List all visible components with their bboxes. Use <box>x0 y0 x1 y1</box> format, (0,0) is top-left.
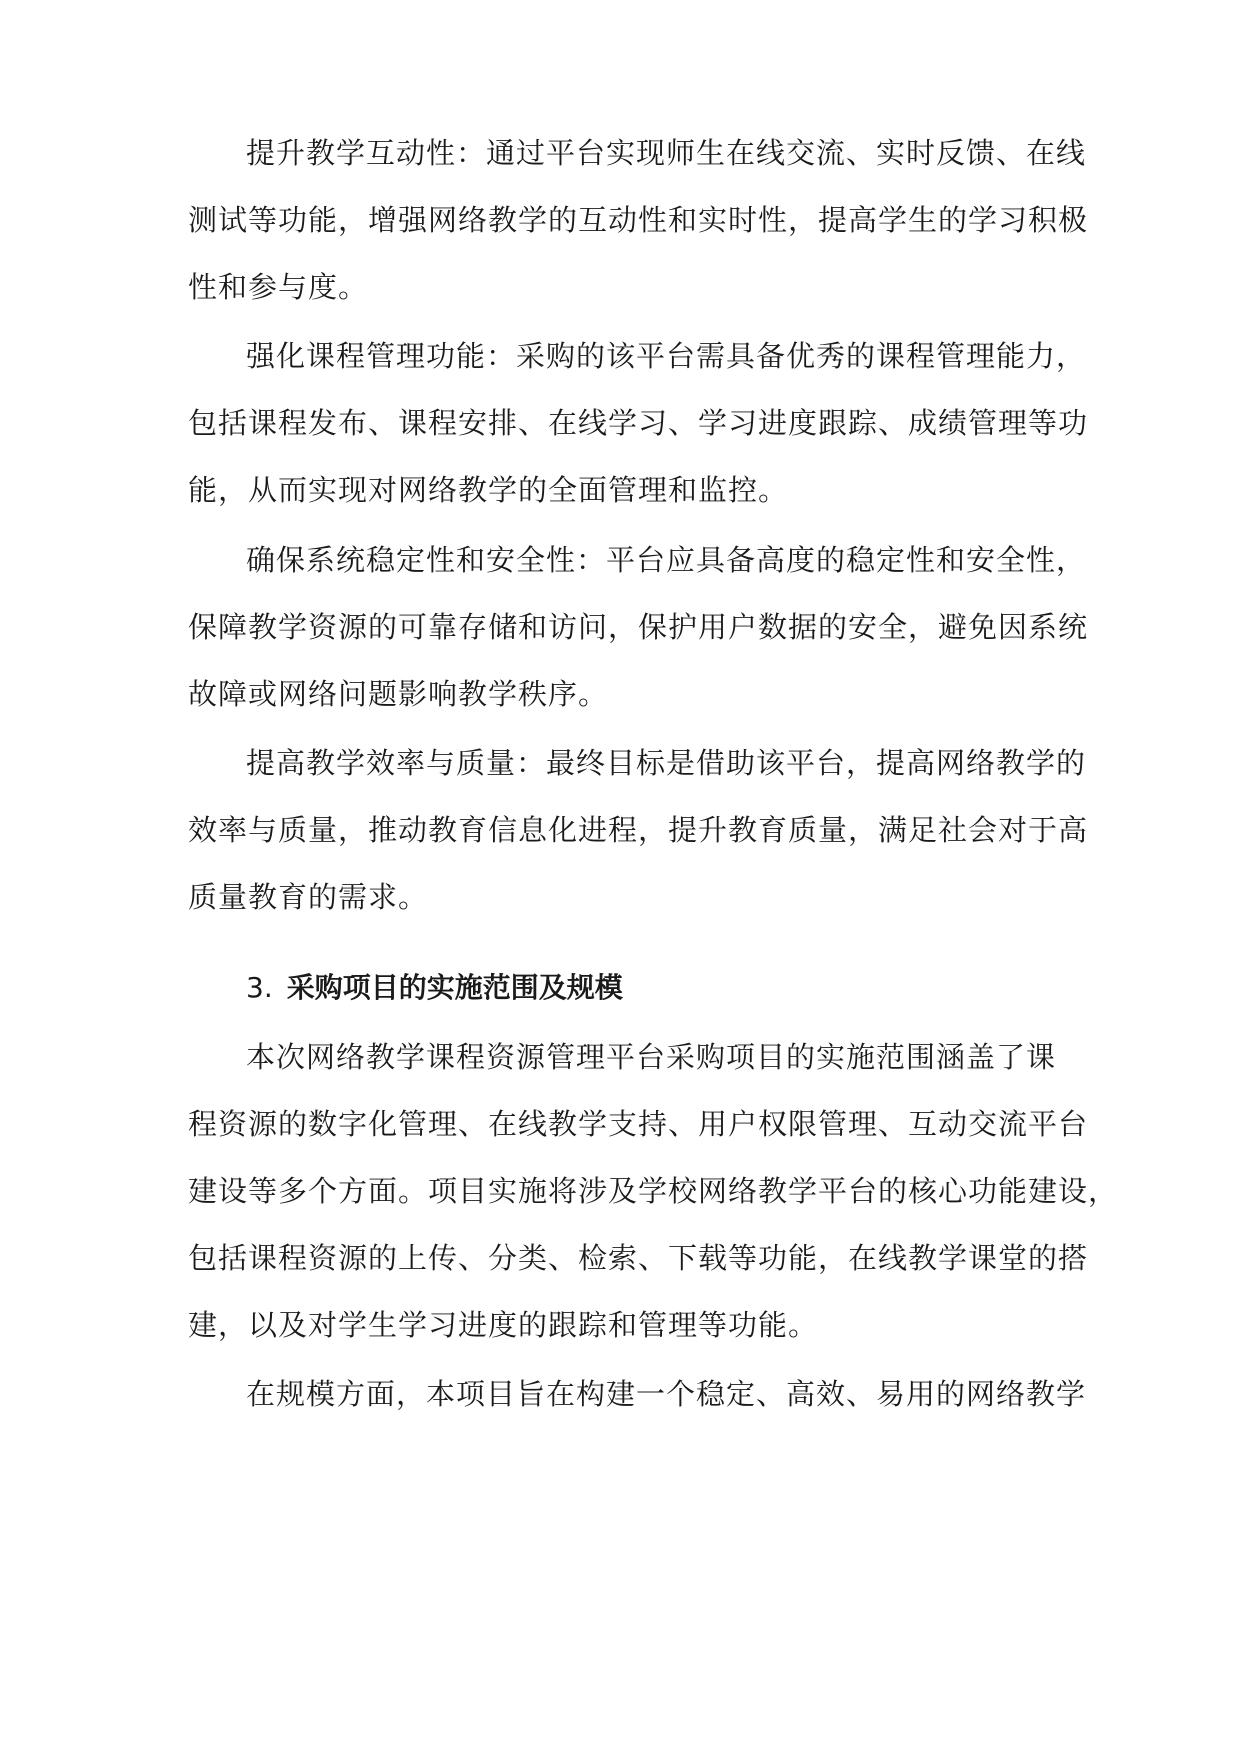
paragraph-4-line-2: 效率与质量，推动教育信息化进程，提升教育质量，满足社会对于高 <box>188 813 1089 847</box>
paragraph-2-line-2: 包括课程发布、课程安排、在线学习、学习进度跟踪、成绩管理等功 <box>188 406 1089 440</box>
paragraph-3-line-2: 保障教学资源的可靠存储和访问，保护用户数据的安全，避免因系统 <box>188 610 1089 644</box>
section-paragraph-1-line-5: 建，以及对学生学习进度的跟踪和管理等功能。 <box>188 1308 819 1342</box>
paragraph-3-line-1: 确保系统稳定性和安全性：平台应具备高度的稳定性和安全性， <box>246 543 1087 577</box>
section-title: 采购项目的实施范围及规模 <box>286 971 623 1004</box>
paragraph-2-line-3: 能，从而实现对网络教学的全面管理和监控。 <box>188 473 789 507</box>
paragraph-4-line-1: 提高教学效率与质量：最终目标是借助该平台，提高网络教学的 <box>246 746 1087 780</box>
paragraph-4-line-3: 质量教育的需求。 <box>188 880 429 914</box>
paragraph-2-line-1: 强化课程管理功能：采购的该平台需具备优秀的课程管理能力， <box>246 339 1087 373</box>
section-paragraph-1-line-2: 程资源的数字化管理、在线教学支持、用户权限管理、互动交流平台 <box>188 1107 1089 1141</box>
section-paragraph-1-line-3: 建设等多个方面。项目实施将涉及学校网络教学平台的核心功能建设， <box>188 1174 1119 1208</box>
section-paragraph-1-line-4: 包括课程资源的上传、分类、检索、下载等功能，在线教学课堂的搭 <box>188 1241 1089 1275</box>
paragraph-1-line-3: 性和参与度。 <box>188 270 369 304</box>
section-number: 3. <box>246 971 273 1004</box>
paragraph-1-line-1: 提升教学互动性：通过平台实现师生在线交流、实时反馈、在线 <box>246 136 1087 170</box>
section-paragraph-1-line-1: 本次网络教学课程资源管理平台采购项目的实施范围涵盖了课 <box>246 1040 1057 1074</box>
paragraph-3-line-3: 故障或网络问题影响教学秩序。 <box>188 677 609 711</box>
paragraph-1-line-2: 测试等功能，增强网络教学的互动性和实时性，提高学生的学习积极 <box>188 203 1089 237</box>
section-heading <box>246 968 623 1008</box>
section-paragraph-2-line-1: 在规模方面，本项目旨在构建一个稳定、高效、易用的网络教学 <box>246 1377 1087 1411</box>
